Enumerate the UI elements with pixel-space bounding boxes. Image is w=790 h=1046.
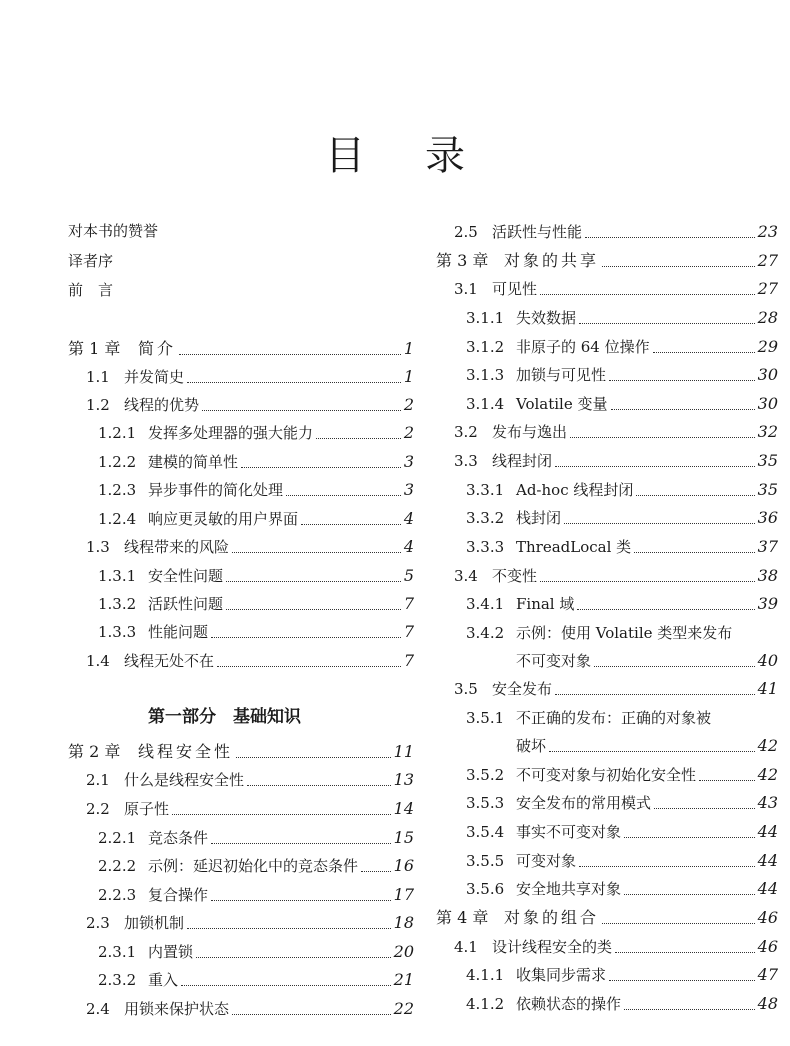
toc-entry[interactable]: [86, 394, 414, 416]
toc-entry-number: 1.3: [86, 538, 110, 556]
toc-leader-dots: [555, 466, 755, 467]
toc-entry[interactable]: [86, 536, 414, 558]
toc-entry-number: 2.5: [454, 223, 478, 241]
toc-entry[interactable]: [466, 622, 732, 644]
toc-leader-dots: [179, 354, 401, 355]
toc-entry-number: 1.2.4: [98, 510, 137, 528]
toc-entry-title: 响应更灵敏的用户界面: [148, 510, 299, 528]
toc-page-number: 44: [757, 822, 778, 841]
toc-leader-dots: [241, 467, 401, 468]
toc-page-number: 44: [757, 851, 778, 870]
toc-entry-number: 1.3.3: [98, 623, 137, 641]
toc-entry-title: 安全性问题: [148, 567, 224, 585]
toc-page-number: 27: [757, 251, 778, 270]
toc-page-number: 3: [403, 480, 414, 499]
toc-entry[interactable]: [98, 969, 414, 991]
toc-leader-dots: [226, 581, 401, 582]
toc-entry-title: 可变对象: [516, 852, 577, 870]
toc-page-number: 1: [403, 367, 414, 386]
toc-entry-continuation[interactable]: [516, 735, 778, 757]
toc-page-number: 29: [757, 337, 778, 356]
toc-entry-number: 3.5.4: [466, 823, 505, 841]
toc-entry[interactable]: [454, 221, 778, 243]
toc-entry-title: 活跃性问题: [148, 595, 224, 613]
toc-entry-title: 不变性: [492, 567, 538, 585]
toc-entry-title: 发布与逸出: [492, 423, 568, 441]
toc-entry-number: 2.2.1: [98, 829, 137, 847]
toc-page-number: 23: [757, 222, 778, 241]
toc-page-number: 21: [393, 970, 414, 989]
toc-leader-dots: [316, 438, 401, 439]
toc-entry-number: 2.2: [86, 800, 110, 818]
toc-leader-dots: [286, 495, 401, 496]
toc-entry-title: 简介: [138, 339, 177, 358]
toc-entry[interactable]: [466, 850, 778, 872]
toc-leader-dots: [217, 666, 401, 667]
toc-entry-title: 建模的简单性: [148, 453, 239, 471]
toc-entry-number: 2.2.2: [98, 857, 137, 875]
toc-entry-number: 3.3: [454, 452, 478, 470]
toc-leader-dots: [634, 552, 754, 553]
toc-entry[interactable]: [466, 707, 711, 729]
toc-entry-continuation[interactable]: [516, 650, 778, 672]
toc-entry-number: 1.2.1: [98, 424, 137, 442]
toc-entry[interactable]: [86, 650, 414, 672]
toc-leader-dots: [232, 552, 401, 553]
toc-entry-number: 3.3.1: [466, 481, 505, 499]
toc-entry[interactable]: [86, 366, 414, 388]
toc-entry-title: 不正确的发布：正确的对象被: [516, 709, 712, 727]
toc-page-number: 39: [757, 594, 778, 613]
toc-entry[interactable]: [466, 964, 778, 986]
toc-entry[interactable]: [86, 769, 414, 791]
toc-page-number: 40: [757, 651, 778, 670]
toc-page-number: 44: [757, 879, 778, 898]
toc-page-number: 13: [393, 770, 414, 789]
toc-entry-title: 线程封闭: [492, 452, 553, 470]
toc-chapter-entry[interactable]: [68, 338, 414, 360]
toc-entry[interactable]: [466, 792, 778, 814]
toc-page-number: 16: [393, 856, 414, 875]
toc-entry-title: 依赖状态的操作: [516, 995, 622, 1013]
toc-entry[interactable]: [98, 479, 414, 501]
toc-page-number: 3: [403, 452, 414, 471]
toc-page-number: 14: [393, 799, 414, 818]
toc-leader-dots: [232, 1014, 391, 1015]
toc-entry[interactable]: [454, 450, 778, 472]
toc-entry-number: 3.4.2: [466, 624, 505, 642]
toc-page-number: 35: [757, 480, 778, 499]
toc-entry-title: 示例：使用 Volatile 类型来发布: [516, 624, 733, 642]
toc-entry-number: 4.1: [454, 938, 478, 956]
toc-entry-number: 1.2.2: [98, 453, 137, 471]
toc-page-number: 20: [393, 942, 414, 961]
toc-entry[interactable]: [98, 593, 414, 615]
toc-page-number: 37: [757, 537, 778, 556]
toc-leader-dots: [187, 928, 391, 929]
toc-entry-number: 1.2.3: [98, 481, 137, 499]
front-matter-translator-preface[interactable]: 译者序: [68, 252, 114, 270]
toc-entry-title: 原子性: [124, 800, 170, 818]
toc-entry-number: 2.3.1: [98, 943, 137, 961]
toc-entry[interactable]: [454, 565, 778, 587]
toc-entry-number: 1.2: [86, 396, 110, 414]
toc-entry-number: 2.3.2: [98, 971, 137, 989]
toc-entry-title: 发挥多处理器的强大能力: [148, 424, 314, 442]
toc-page-number: 47: [757, 965, 778, 984]
toc-leader-dots: [615, 952, 755, 953]
toc-leader-dots: [654, 808, 755, 809]
toc-entry-title: 线程无处不在: [124, 652, 215, 670]
toc-page-number: 46: [757, 937, 778, 956]
toc-page-number: 27: [757, 279, 778, 298]
toc-leader-dots: [609, 980, 755, 981]
toc-entry-title: 加锁与可见性: [516, 366, 607, 384]
toc-page-number: 22: [393, 999, 414, 1018]
toc-entry-title: 对象的共享: [504, 251, 600, 270]
toc-entry-title-continued: 不可变对象: [516, 652, 592, 670]
toc-entry[interactable]: [454, 421, 778, 443]
toc-entry-number: 3.1: [454, 280, 478, 298]
toc-page-number: 2: [403, 395, 414, 414]
toc-entry-number: 1.4: [86, 652, 110, 670]
toc-leader-dots: [226, 609, 401, 610]
toc-page-number: 1: [403, 339, 414, 358]
toc-entry-title: 线程的优势: [124, 396, 200, 414]
toc-leader-dots: [247, 785, 391, 786]
toc-page-number: 7: [403, 594, 414, 613]
toc-page-number: 2: [403, 423, 414, 442]
toc-entry-title: 示例：延迟初始化中的竞态条件: [148, 857, 359, 875]
toc-leader-dots: [611, 409, 755, 410]
toc-leader-dots: [172, 814, 391, 815]
toc-entry-title: 安全地共享对象: [516, 880, 622, 898]
toc-entry-title-continued: 破坏: [516, 737, 547, 755]
toc-entry-title: 设计线程安全的类: [492, 938, 613, 956]
toc-leader-dots: [570, 437, 755, 438]
toc-entry[interactable]: [466, 993, 778, 1015]
toc-page-number: 43: [757, 793, 778, 812]
toc-entry[interactable]: [466, 821, 778, 843]
toc-entry-title: 可见性: [492, 280, 538, 298]
toc-page-number: 30: [757, 365, 778, 384]
toc-entry-title: 并发简史: [124, 368, 185, 386]
toc-entry-title: 活跃性与性能: [492, 223, 583, 241]
toc-entry-title: Ad-hoc 线程封闭: [516, 481, 634, 499]
toc-entry-number: 3.1.3: [466, 366, 505, 384]
toc-entry[interactable]: [98, 565, 414, 587]
toc-entry[interactable]: [86, 798, 414, 820]
toc-entry[interactable]: [98, 508, 414, 530]
toc-entry-title: 安全发布: [492, 680, 553, 698]
toc-leader-dots: [211, 843, 391, 844]
toc-entry-title: 安全发布的常用模式: [516, 794, 652, 812]
toc-entry[interactable]: [466, 336, 778, 358]
page-title: [0, 124, 790, 181]
toc-entry-title: 用锁来保护状态: [124, 1000, 230, 1018]
toc-entry-title: ThreadLocal 类: [516, 538, 632, 556]
toc-entry-number: 第 3 章: [436, 251, 489, 270]
toc-leader-dots: [577, 609, 754, 610]
toc-entry-title: 什么是线程安全性: [124, 771, 245, 789]
toc-page-number: 42: [757, 736, 778, 755]
toc-page-number: 15: [393, 828, 414, 847]
toc-entry[interactable]: [466, 878, 778, 900]
toc-leader-dots: [181, 985, 391, 986]
toc-entry-title: 性能问题: [148, 623, 209, 641]
toc-entry-title: 对象的组合: [504, 908, 600, 927]
toc-entry-number: 第 1 章: [68, 339, 121, 358]
toc-page-number: 41: [757, 679, 778, 698]
toc-entry[interactable]: [466, 393, 778, 415]
part-heading: 第一部分 基础知识: [148, 707, 301, 727]
toc-leader-dots: [602, 266, 755, 267]
toc-leader-dots: [585, 237, 755, 238]
toc-entry[interactable]: [466, 507, 778, 529]
toc-entry[interactable]: [466, 593, 778, 615]
toc-entry-title: 复合操作: [148, 886, 209, 904]
toc-entry[interactable]: [86, 998, 414, 1020]
toc-entry-number: 3.4: [454, 567, 478, 585]
toc-entry-title: 栈封闭: [516, 509, 562, 527]
toc-entry-title: 竞态条件: [148, 829, 209, 847]
toc-entry-title: 收集同步需求: [516, 966, 607, 984]
toc-page-number: 46: [757, 908, 778, 927]
toc-leader-dots: [653, 352, 755, 353]
toc-entry-number: 3.5.3: [466, 794, 505, 812]
toc-leader-dots: [202, 410, 401, 411]
toc-leader-dots: [594, 666, 755, 667]
toc-page-number: 7: [403, 622, 414, 641]
toc-entry-number: 2.4: [86, 1000, 110, 1018]
toc-entry-title: 内置锁: [148, 943, 194, 961]
toc-entry-title: 不可变对象与初始化安全性: [516, 766, 697, 784]
toc-leader-dots: [624, 894, 755, 895]
toc-entry-title: 重入: [148, 971, 179, 989]
toc-chapter-entry[interactable]: [436, 250, 778, 272]
toc-leader-dots: [699, 780, 755, 781]
toc-entry[interactable]: [98, 855, 414, 877]
toc-leader-dots: [579, 323, 755, 324]
page-title-char-1: 目: [325, 133, 365, 179]
toc-page-number: 4: [403, 509, 414, 528]
toc-leader-dots: [211, 637, 401, 638]
toc-page-number: 18: [393, 913, 414, 932]
toc-page-number: 7: [403, 651, 414, 670]
toc-entry-number: 3.1.2: [466, 338, 505, 356]
toc-leader-dots: [624, 1009, 755, 1010]
toc-entry-number: 3.5.6: [466, 880, 505, 898]
toc-entry[interactable]: [98, 884, 414, 906]
toc-entry-number: 3.1.1: [466, 309, 505, 327]
toc-entry-number: 3.5: [454, 680, 478, 698]
toc-entry-number: 3.5.5: [466, 852, 505, 870]
toc-leader-dots: [624, 837, 755, 838]
toc-entry-title: 失效数据: [516, 309, 577, 327]
toc-entry[interactable]: [466, 764, 778, 786]
toc-entry[interactable]: [466, 536, 778, 558]
toc-leader-dots: [609, 380, 755, 381]
toc-entry-number: 3.4.1: [466, 595, 505, 613]
toc-page-number: 5: [403, 566, 414, 585]
toc-leader-dots: [549, 751, 755, 752]
toc-entry-number: 第 4 章: [436, 908, 489, 927]
toc-entry-title: Final 域: [516, 595, 575, 613]
toc-page-number: 30: [757, 394, 778, 413]
toc-page-number: 36: [757, 508, 778, 527]
toc-entry[interactable]: [454, 678, 778, 700]
toc-leader-dots: [361, 871, 391, 872]
toc-entry-number: 2.3: [86, 914, 110, 932]
toc-leader-dots: [540, 294, 755, 295]
toc-entry-title: 加锁机制: [124, 914, 185, 932]
toc-leader-dots: [211, 900, 391, 901]
toc-entry-number: 1.1: [86, 368, 110, 386]
toc-page-number: 32: [757, 422, 778, 441]
toc-entry-number: 3.3.2: [466, 509, 505, 527]
toc-page-number: 11: [393, 742, 414, 761]
toc-leader-dots: [540, 581, 755, 582]
toc-entry-title: 事实不可变对象: [516, 823, 622, 841]
toc-entry-number: 3.5.1: [466, 709, 505, 727]
toc-chapter-entry[interactable]: [68, 741, 414, 763]
toc-entry-number: 4.1.1: [466, 966, 505, 984]
toc-entry-number: 1.3.2: [98, 595, 137, 613]
toc-entry-number: 3.2: [454, 423, 478, 441]
toc-chapter-entry[interactable]: [436, 907, 778, 929]
toc-page-number: 38: [757, 566, 778, 585]
toc-leader-dots: [564, 523, 755, 524]
toc-page-number: 35: [757, 451, 778, 470]
toc-entry[interactable]: [98, 941, 414, 963]
toc-entry-title: Volatile 变量: [516, 395, 608, 413]
toc-entry[interactable]: [466, 479, 778, 501]
toc-entry-number: 1.3.1: [98, 567, 137, 585]
toc-entry-title: 非原子的 64 位操作: [516, 338, 650, 356]
toc-entry-number: 3.5.2: [466, 766, 505, 784]
toc-leader-dots: [602, 923, 755, 924]
toc-entry[interactable]: [98, 422, 414, 444]
toc-entry-number: 第 2 章: [68, 742, 121, 761]
toc-leader-dots: [579, 866, 755, 867]
toc-entry[interactable]: [98, 827, 414, 849]
toc-entry[interactable]: [454, 936, 778, 958]
toc-entry-title: 异步事件的简化处理: [148, 481, 284, 499]
toc-entry[interactable]: [86, 912, 414, 934]
toc-entry-number: 3.1.4: [466, 395, 505, 413]
toc-leader-dots: [555, 694, 755, 695]
toc-entry-number: 4.1.2: [466, 995, 505, 1013]
toc-leader-dots: [196, 957, 391, 958]
toc-leader-dots: [187, 382, 401, 383]
toc-entry[interactable]: [466, 307, 778, 329]
toc-page-number: 28: [757, 308, 778, 327]
toc-page-number: 17: [393, 885, 414, 904]
toc-leader-dots: [301, 524, 401, 525]
toc-page-number: 48: [757, 994, 778, 1013]
toc-entry[interactable]: [98, 451, 414, 473]
toc-entry-title: 线程安全性: [138, 742, 234, 761]
front-matter-preface[interactable]: 前 言: [68, 281, 114, 299]
toc-leader-dots: [636, 495, 754, 496]
front-matter-praise[interactable]: 对本书的赞誉: [68, 222, 159, 240]
toc-leader-dots: [236, 757, 391, 758]
toc-entry-number: 3.3.3: [466, 538, 505, 556]
toc-page-number: 42: [757, 765, 778, 784]
toc-entry-number: 2.1: [86, 771, 110, 789]
toc-entry-number: 2.2.3: [98, 886, 137, 904]
toc-entry[interactable]: [454, 278, 778, 300]
toc-entry[interactable]: [466, 364, 778, 386]
toc-entry[interactable]: [98, 621, 414, 643]
page-title-char-2: 录: [425, 133, 465, 179]
toc-page-number: 4: [403, 537, 414, 556]
toc-entry-title: 线程带来的风险: [124, 538, 230, 556]
